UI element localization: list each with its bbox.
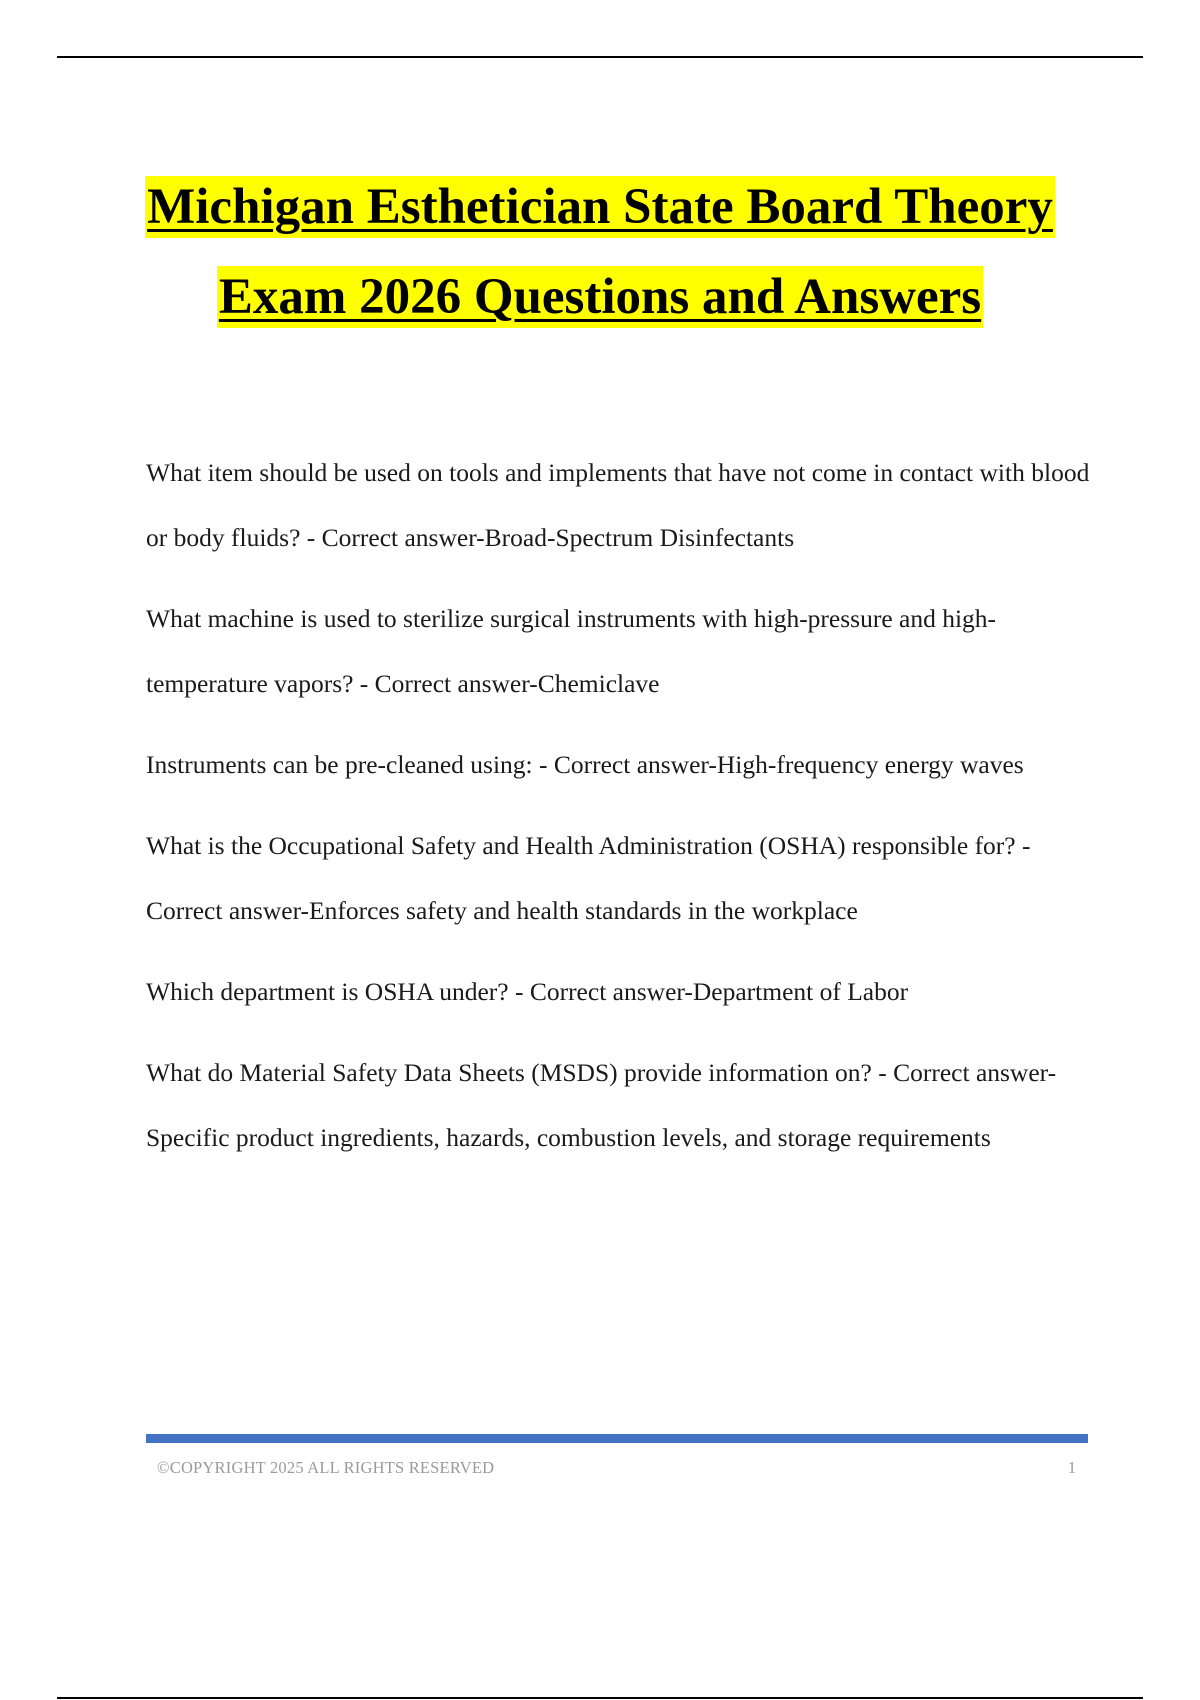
- page-number: 1: [1067, 1458, 1076, 1477]
- bottom-rule: [57, 1697, 1143, 1699]
- qa-list: [146, 440, 1096, 1186]
- qa-item: What machine is used to sterilize surgical instruments with high-pressure and high-temperature vapors? - Correct answer-Chemiclave: [146, 604, 997, 698]
- title-line-1: Michigan Esthetician State Board Theory: [145, 176, 1055, 238]
- document-title: [60, 176, 1140, 328]
- qa-item: Instruments can be pre-cleaned using: - Correct answer-High-frequency energy waves: [146, 750, 1024, 779]
- footer-bar: [146, 1434, 1088, 1443]
- top-rule: [57, 56, 1143, 58]
- title-line-2: Exam 2026 Questions and Answers: [217, 266, 983, 328]
- qa-item: Which department is OSHA under? - Correct answer-Department of Labor: [146, 977, 909, 1006]
- qa-item: What is the Occupational Safety and Health Administration (OSHA) responsible for? - Correct answer-Enforces safety and health standards in the workplace: [146, 831, 1031, 925]
- qa-item: What do Material Safety Data Sheets (MSDS) provide information on? - Correct answer-Specific product ingredients, hazards, combustion levels, and storage requirements: [146, 1058, 1057, 1152]
- qa-item: What item should be used on tools and implements that have not come in contact with blood or body fluids? - Correct answer-Broad-Spectrum Disinfectants: [146, 458, 1090, 552]
- footer-copyright: ©COPYRIGHT 2025 ALL RIGHTS RESERVED: [157, 1458, 495, 1477]
